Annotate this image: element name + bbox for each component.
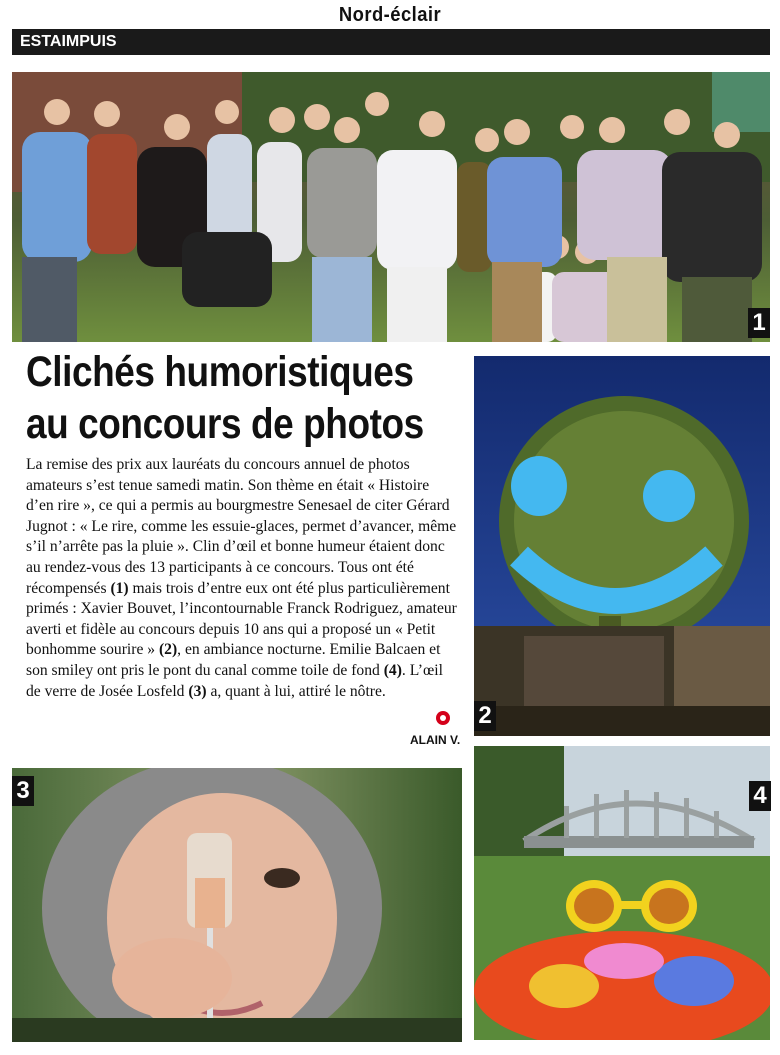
photo-ref-2: (2) — [158, 641, 178, 659]
photo-number-1: 1 — [748, 308, 770, 338]
masthead: Nord-éclair — [338, 4, 442, 26]
end-of-article-icon — [436, 711, 450, 725]
byline: ALAIN V. — [410, 733, 461, 747]
group-photo — [12, 72, 770, 342]
headline-line-1: Clichés humoristiques — [26, 348, 414, 396]
photo-ref-4: (4) — [383, 661, 402, 679]
canal-bridge-photo — [474, 746, 770, 1040]
article-body — [26, 455, 458, 702]
body-part-4: . L’œil de verre de Josée Losfeld — [26, 661, 443, 700]
body-part-1: La remise des prix aux lauréats du concours annuel de photos amateurs s’est tenue samedi matin. Son thème en était « Histoire d’en rire », ce qui a permis au bourgmestre Senesael de citer Gérard Jugnot : « Le rire, comme les essuie-glaces, permet d’avancer, même s’il n’arrête pas la pluie ». Clin d’œil et bonne humeur étaient donc au rendez-vous des 13 participants à ce concours. Tous ont été récompensés — [26, 456, 457, 597]
body-part-2: mais trois d’entre eux ont été plus particulièrement primés : Xavier Bouvet, l’incontournable Franck Rodriguez, amateur averti et fidèle au concours depuis 10 ans qui a proposé un « Petit bonhomme sourire » — [26, 579, 457, 659]
body-part-3: , en ambiance nocturne. Emilie Balcaen et son smiley ont pris le pont du canal comme toile de fond — [26, 641, 441, 679]
headline — [26, 346, 424, 450]
section-header: ESTAIMPUIS — [12, 29, 770, 55]
smiley-tree-photo — [474, 356, 770, 736]
headline-line-2: au concours de photos — [26, 400, 424, 448]
body-part-5: a, quant à lui, attiré le nôtre. — [206, 682, 386, 700]
photo-number-4: 4 — [749, 781, 771, 811]
photo-ref-3: (3) — [188, 682, 207, 700]
photo-number-2: 2 — [474, 701, 496, 731]
photo-number-3: 3 — [12, 776, 34, 806]
champagne-photo — [12, 768, 462, 1042]
photo-ref-1: (1) — [110, 579, 129, 597]
